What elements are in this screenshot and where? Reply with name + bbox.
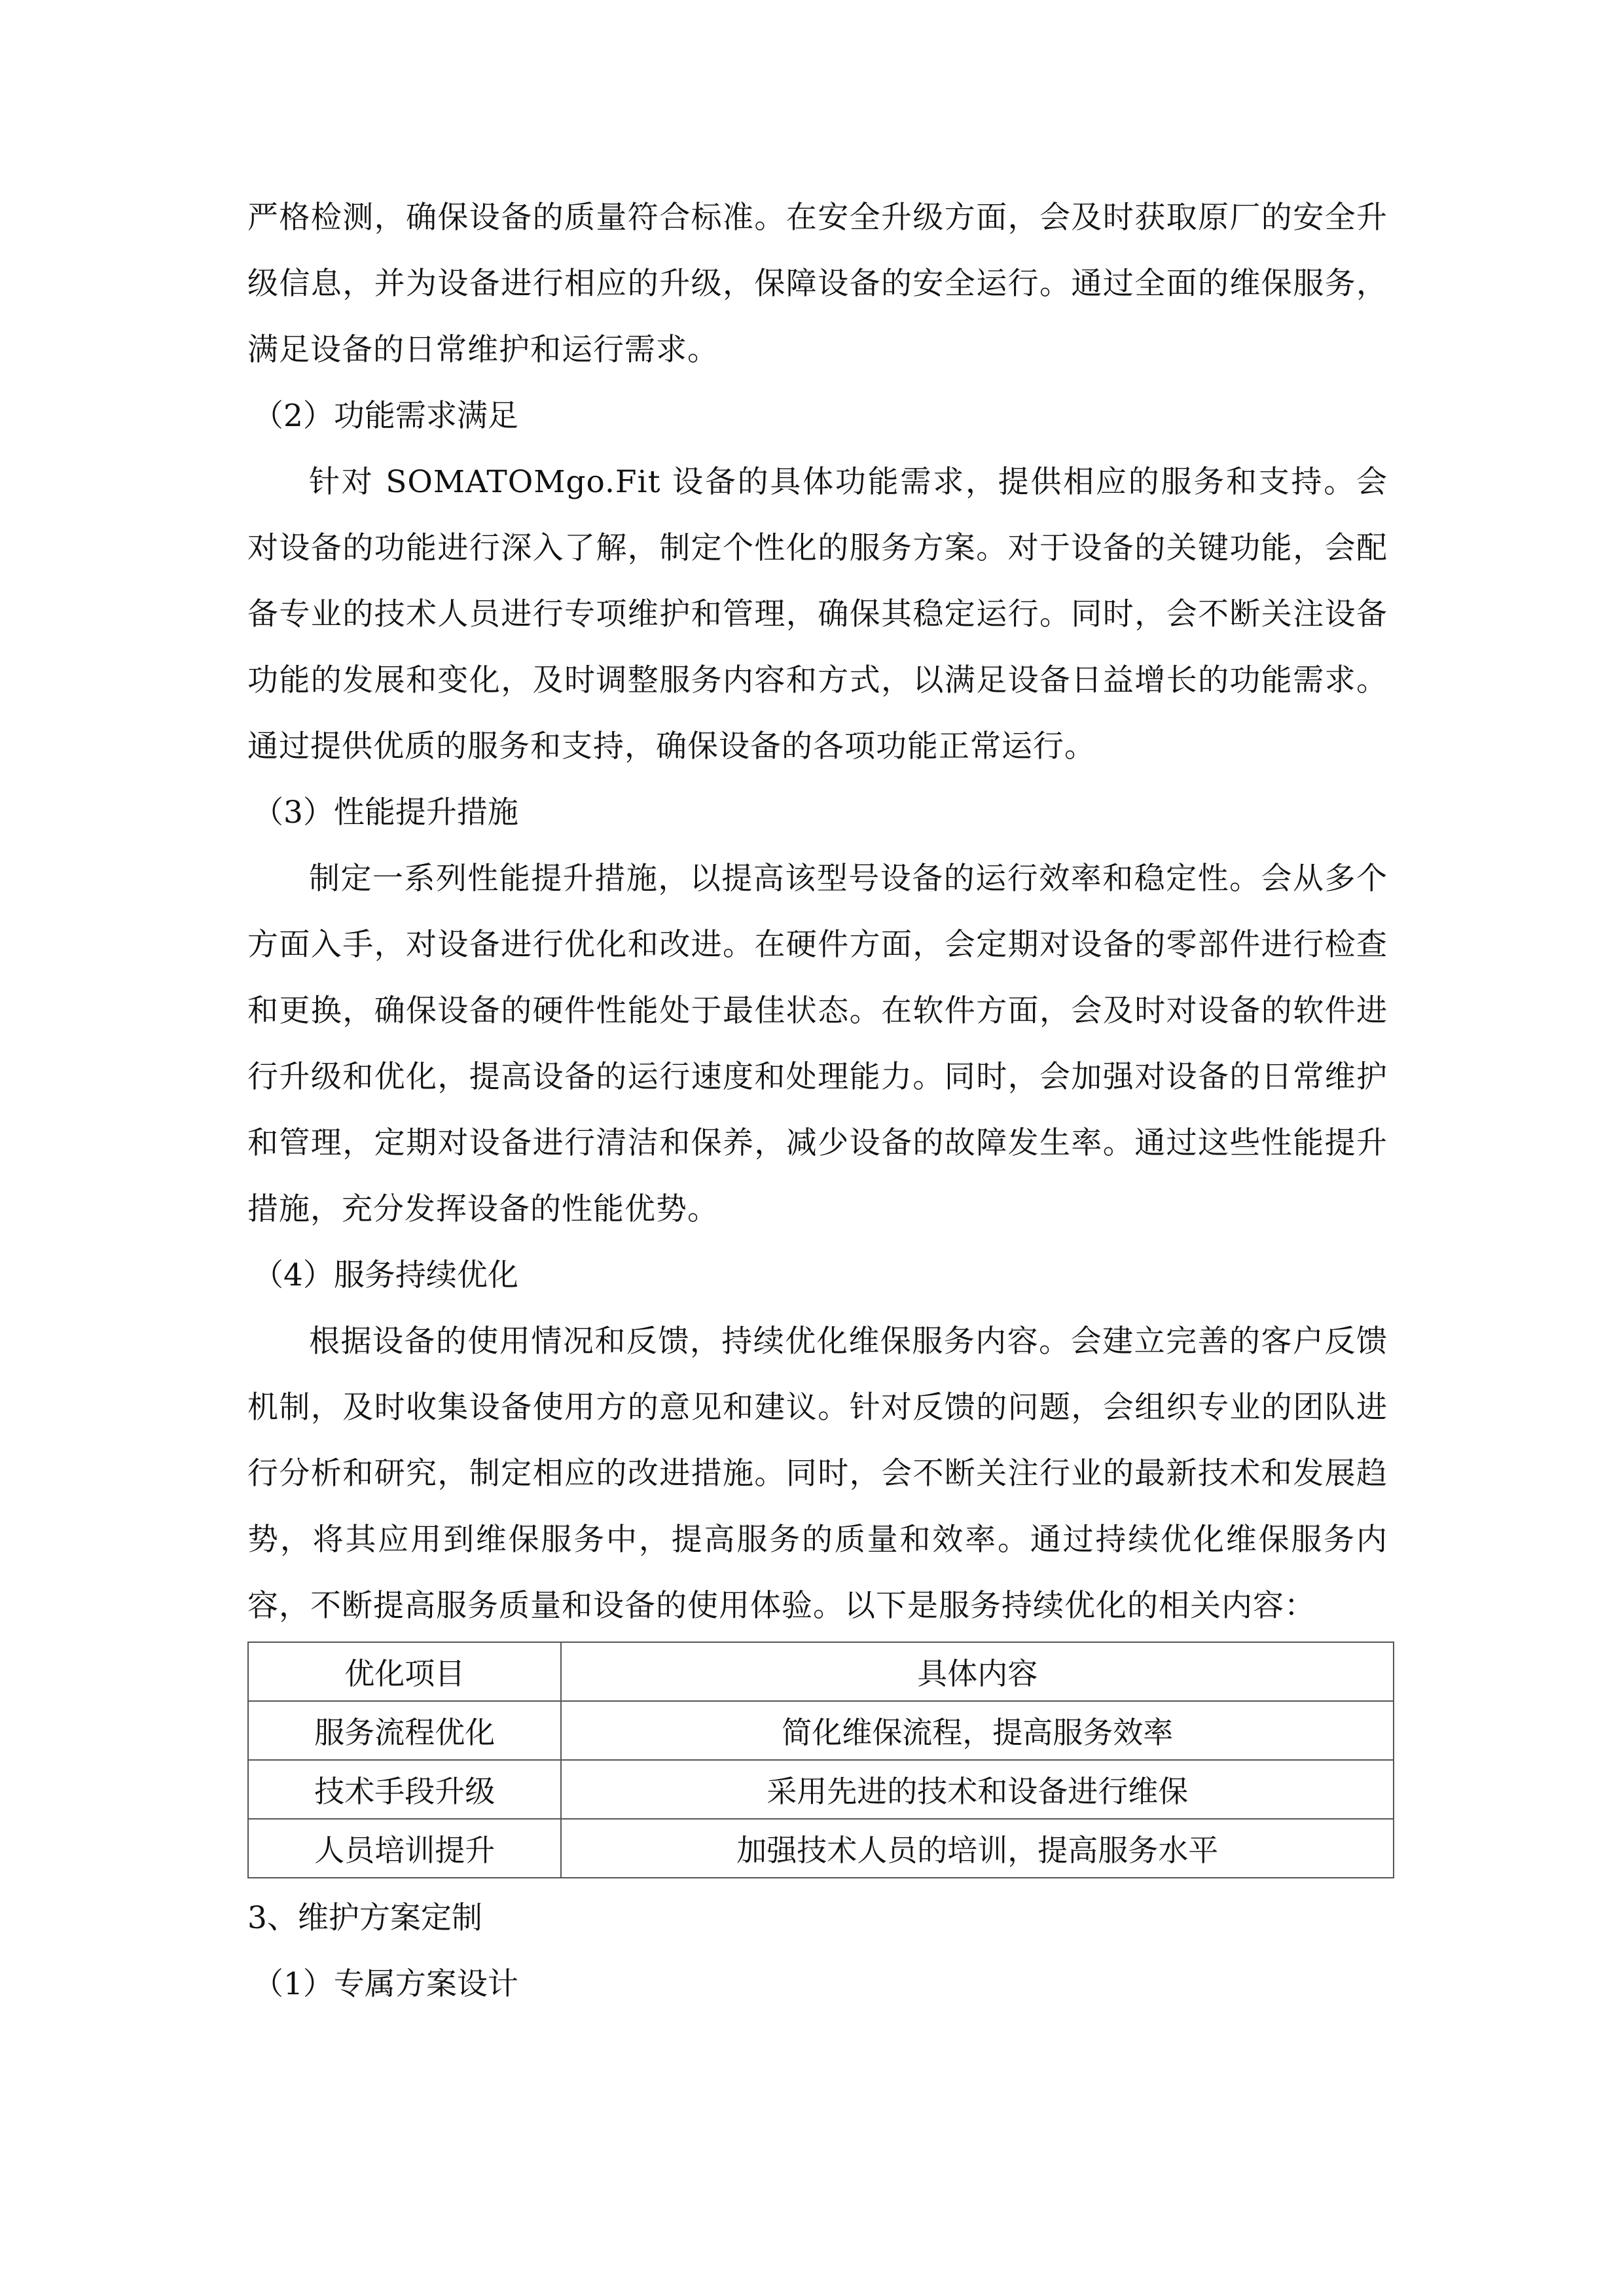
heading-function-requirements: （2）功能需求满足 (253, 398, 518, 434)
paragraph-service-optimization: 根据设备的使用情况和反馈，持续优化维保服务内容。会建立完善的客户反馈机制，及时收集设备使用方的意见和建议。针对反馈的问题，会组织专业的团队进行分析和研究，制定相应的改进措施。同时，会不断关注行业的最新技术和发展趋势，将其应用到维保服务中，提高服务的质量和效率。通过持续优化维保服务内容，不断提高服务质量和设备的使用体验。以下是服务持续优化的相关内容： (247, 1323, 1388, 1624)
section-title-maintenance-plan: 3、维护方案定制 (247, 1900, 482, 1936)
table-row (248, 1819, 1394, 1878)
paragraph-function-requirements: 针对 SOMATOMgo.Fit 设备的具体功能需求，提供相应的服务和支持。会对设备的功能进行深入了解，制定个性化的服务方案。对于设备的关键功能，会配备专业的技术人员进行专项维护和管理，确保其稳定运行。同时，会不断关注设备功能的发展和变化，及时调整服务内容和方式，以满足设备日益增长的功能需求。通过提供优质的服务和支持，确保设备的各项功能正常运行。 (247, 464, 1388, 764)
optimization-table (247, 1641, 1394, 1878)
table-row (248, 1701, 1394, 1760)
table-cell: 服务流程优化 (248, 1701, 561, 1760)
table-cell: 采用先进的技术和设备进行维保 (561, 1760, 1394, 1819)
heading-dedicated-plan: （1）专属方案设计 (253, 1966, 518, 2002)
heading-service-optimization: （4）服务持续优化 (253, 1257, 518, 1293)
table-cell: 加强技术人员的培训，提高服务水平 (561, 1819, 1394, 1878)
table-cell: 简化维保流程，提高服务效率 (561, 1701, 1394, 1760)
table-cell: 人员培训提升 (248, 1819, 561, 1878)
paragraph-maintenance-summary: 严格检测，确保设备的质量符合标准。在安全升级方面，会及时获取原厂的安全升级信息，并为设备进行相应的升级，保障设备的安全运行。通过全面的维保服务，满足设备的日常维护和运行需求。 (247, 200, 1388, 368)
paragraph-performance-measures: 制定一系列性能提升措施，以提高该型号设备的运行效率和稳定性。会从多个方面入手，对设备进行优化和改进。在硬件方面，会定期对设备的零部件进行检查和更换，确保设备的硬件性能处于最佳状态。在软件方面，会及时对设备的软件进行升级和优化，提高设备的运行速度和处理能力。同时，会加强对设备的日常维护和管理，定期对设备进行清洁和保养，减少设备的故障发生率。通过这些性能提升措施，充分发挥设备的性能优势。 (247, 861, 1388, 1227)
heading-performance-measures: （3）性能提升措施 (253, 795, 518, 831)
table-row (248, 1760, 1394, 1819)
table-cell: 技术手段升级 (248, 1760, 561, 1819)
table-header-cell: 具体内容 (561, 1642, 1394, 1701)
table-header-cell: 优化项目 (248, 1642, 561, 1701)
page-content (247, 185, 1388, 2017)
table-header-row (248, 1642, 1394, 1701)
